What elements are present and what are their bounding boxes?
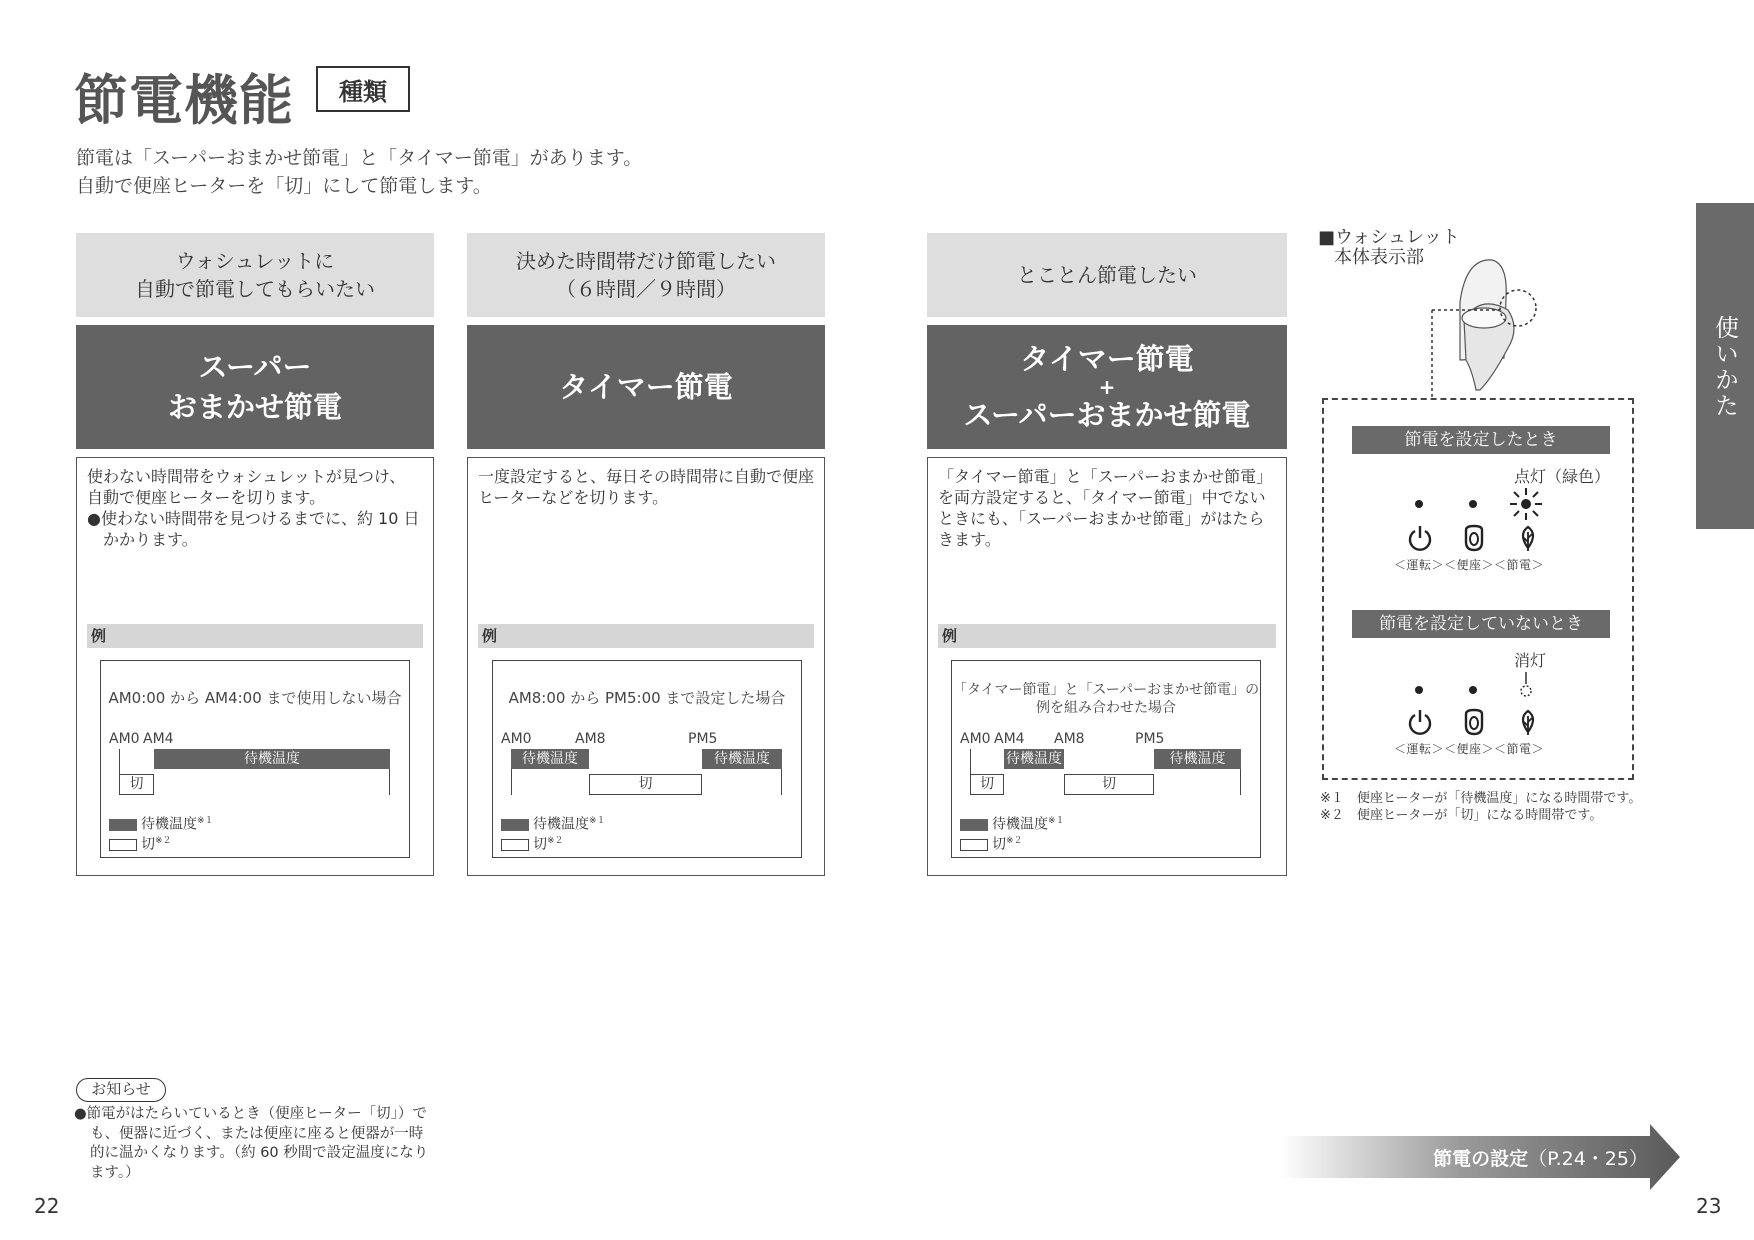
title-badge: 種類 [316,66,410,112]
column-heading [467,233,825,317]
indicator-dot [1415,686,1423,694]
mode-name-plus: + [1098,375,1116,399]
column-heading-line: ウォシュレットに [175,249,335,273]
example-title [952,681,1260,717]
legend-mark: ※２ [155,836,172,846]
off-bar: 切 [589,774,702,795]
time-tick: PM5 [1135,731,1165,747]
time-tick: AM0 [960,731,991,747]
description-line: 一度設定すると、毎日その時間帯に自動で便座 [478,467,815,486]
notice-text [74,1105,432,1183]
legend-standby [501,813,606,834]
legend-swatch [960,819,988,831]
state-off-note: 消灯 [1514,651,1547,670]
display-panel-box [1322,398,1634,780]
arrow-label-text: 節電の設定 [1433,1148,1529,1170]
example-label: 例 [478,624,814,648]
time-tick: PM5 [688,731,718,747]
description-line: ヒーターなどを切ります。 [478,488,669,507]
description-line: 「タイマー節電」と「スーパーおまかせ節電」 [938,467,1273,486]
mode-description-box [76,457,434,876]
mode-name [927,325,1287,449]
legend-swatch [501,819,529,831]
leaf-icon [1514,524,1542,552]
legend-mark: ※２ [547,836,564,846]
legend-swatch [109,839,137,851]
mode-name-line: タイマー節電 [1020,342,1194,376]
mode-name [76,325,434,449]
time-tick: AM4 [143,731,174,747]
state-off-label: 節電を設定していないとき [1352,610,1610,638]
leaf-icon [1514,708,1542,736]
description-line: ときにも、「スーパーおまかせ節電」がはたら [938,509,1265,528]
footnotes [1320,790,1641,824]
legend-label: 切 [992,836,1006,853]
side-tab-label: 使いかた [1710,315,1739,419]
page-number-right: 23 [1696,1194,1722,1218]
legend-label: 待機温度 [533,816,589,833]
mode-description-box [467,457,825,876]
legend-label: 待機温度 [141,816,197,833]
mode-name-line: スーパー [198,350,312,384]
page-title: 節電機能 [74,69,294,132]
seat-icon [1460,708,1488,736]
standby-bar: 待機温度 [702,749,782,769]
legend-off [109,833,172,854]
example-title: AM8:00 から PM5:00 まで設定した場合 [508,689,786,707]
description-bullet: ●使わない時間帯を見つけるまでに、約 10 日かかります。 [87,509,420,549]
legend-mark: ※１ [589,816,606,826]
display-panel-title-line: ■ウォシュレット [1318,227,1460,248]
mode-description [478,466,816,508]
example-label: 例 [87,624,423,648]
time-tick: AM8 [1054,731,1085,747]
legend-swatch [501,839,529,851]
mode-name-line: タイマー節電 [559,370,733,404]
icon-captions: ＜運転＞＜便座＞＜節電＞ [1394,742,1545,756]
legend-off [501,833,564,854]
off-bar: 切 [1064,774,1154,795]
example-diagram [951,660,1261,858]
time-tick: AM0 [109,731,140,747]
standby-bar: 待機温度 [511,749,589,769]
legend-off [960,833,1023,854]
mode-description [938,466,1278,550]
column-heading-line: とことん節電したい [1017,263,1197,287]
legend-mark: ※１ [1048,816,1065,826]
time-tick: AM4 [994,731,1025,747]
description-line: 使わない時間帯をウォシュレットが見つけ、 [87,467,406,486]
example-diagram [492,660,802,858]
indicator-dot [1469,500,1477,508]
notice-bullet: ●節電がはたらいているとき（便座ヒーター「切」）でも、便器に近づく、または便座に座ると便器が一時的に温かくなります。（約 60 秒間で設定温度になります。） [74,1106,429,1181]
intro-line: 節電は「スーパーおまかせ節電」と「タイマー節電」があります。 [76,147,643,169]
off-bar: 切 [970,774,1004,795]
unlit-indicator-icon [1518,670,1534,698]
description-line: 自動で便座ヒーターを切ります。 [87,488,326,507]
lit-indicator-icon [1508,486,1544,522]
page-number-left: 22 [34,1194,60,1218]
column-heading-line: 決めた時間帯だけ節電したい [516,249,776,273]
toilet-illustration [1380,250,1560,400]
description-line: を両方設定すると、「タイマー節電」中でない [938,488,1266,507]
display-panel-title-line: 本体表示部 [1334,247,1424,268]
column-heading [927,233,1287,317]
time-tick: AM0 [501,731,532,747]
column-heading [76,233,434,317]
legend-label: 切 [533,836,547,853]
mode-name [467,325,825,449]
section-side-tab[interactable] [1696,203,1754,529]
example-title-line: 例を組み合わせた場合 [1036,700,1176,716]
column-heading-line: （６時間／９時間） [556,277,736,301]
legend-swatch [109,819,137,831]
mode-description [87,466,425,550]
settings-link-arrow[interactable] [1280,1124,1680,1190]
mode-name-line: スーパーおまかせ節電 [963,398,1251,432]
mode-description-box [927,457,1287,876]
legend-swatch [960,839,988,851]
state-on-note: 点灯（緑色） [1514,467,1611,486]
indicator-dot [1415,500,1423,508]
legend-standby [960,813,1065,834]
icon-captions: ＜運転＞＜便座＞＜節電＞ [1394,558,1545,572]
state-on-label: 節電を設定したとき [1352,426,1610,454]
legend-standby [109,813,214,834]
indicator-dot [1469,686,1477,694]
example-label: 例 [938,624,1276,648]
power-icon [1406,524,1434,552]
seat-icon [1460,524,1488,552]
standby-bar: 待機温度 [1154,749,1241,769]
column-heading-line: 自動で節電してもらいたい [135,277,375,301]
legend-label: 切 [141,836,155,853]
legend-label: 待機温度 [992,816,1048,833]
example-title-line: 「タイマー節電」と「スーパーおまかせ節電」の [952,682,1260,698]
time-tick: AM8 [575,731,606,747]
notice-label: お知らせ [76,1078,166,1102]
description-line: きます。 [938,530,1001,549]
intro-text [76,144,642,200]
mode-name-line: おまかせ節電 [167,390,342,424]
legend-mark: ※２ [1006,836,1023,846]
footnote: ※２ 便座ヒーターが「切」になる時間帯です。 [1320,808,1603,823]
intro-line: 自動で便座ヒーターを「切」にして節電します。 [76,175,492,197]
arrow-page-ref: （P.24・25） [1528,1148,1648,1170]
standby-bar: 待機温度 [154,749,390,769]
power-icon [1406,708,1434,736]
example-title: AM0:00 から AM4:00 まで使用しない場合 [108,689,402,707]
legend-mark: ※１ [197,816,214,826]
example-diagram [100,660,410,858]
footnote: ※１ 便座ヒーターが「待機温度」になる時間帯です。 [1320,791,1642,806]
arrow-label [1418,1144,1648,1171]
off-bar: 切 [119,774,154,795]
standby-bar: 待機温度 [1006,751,1062,767]
